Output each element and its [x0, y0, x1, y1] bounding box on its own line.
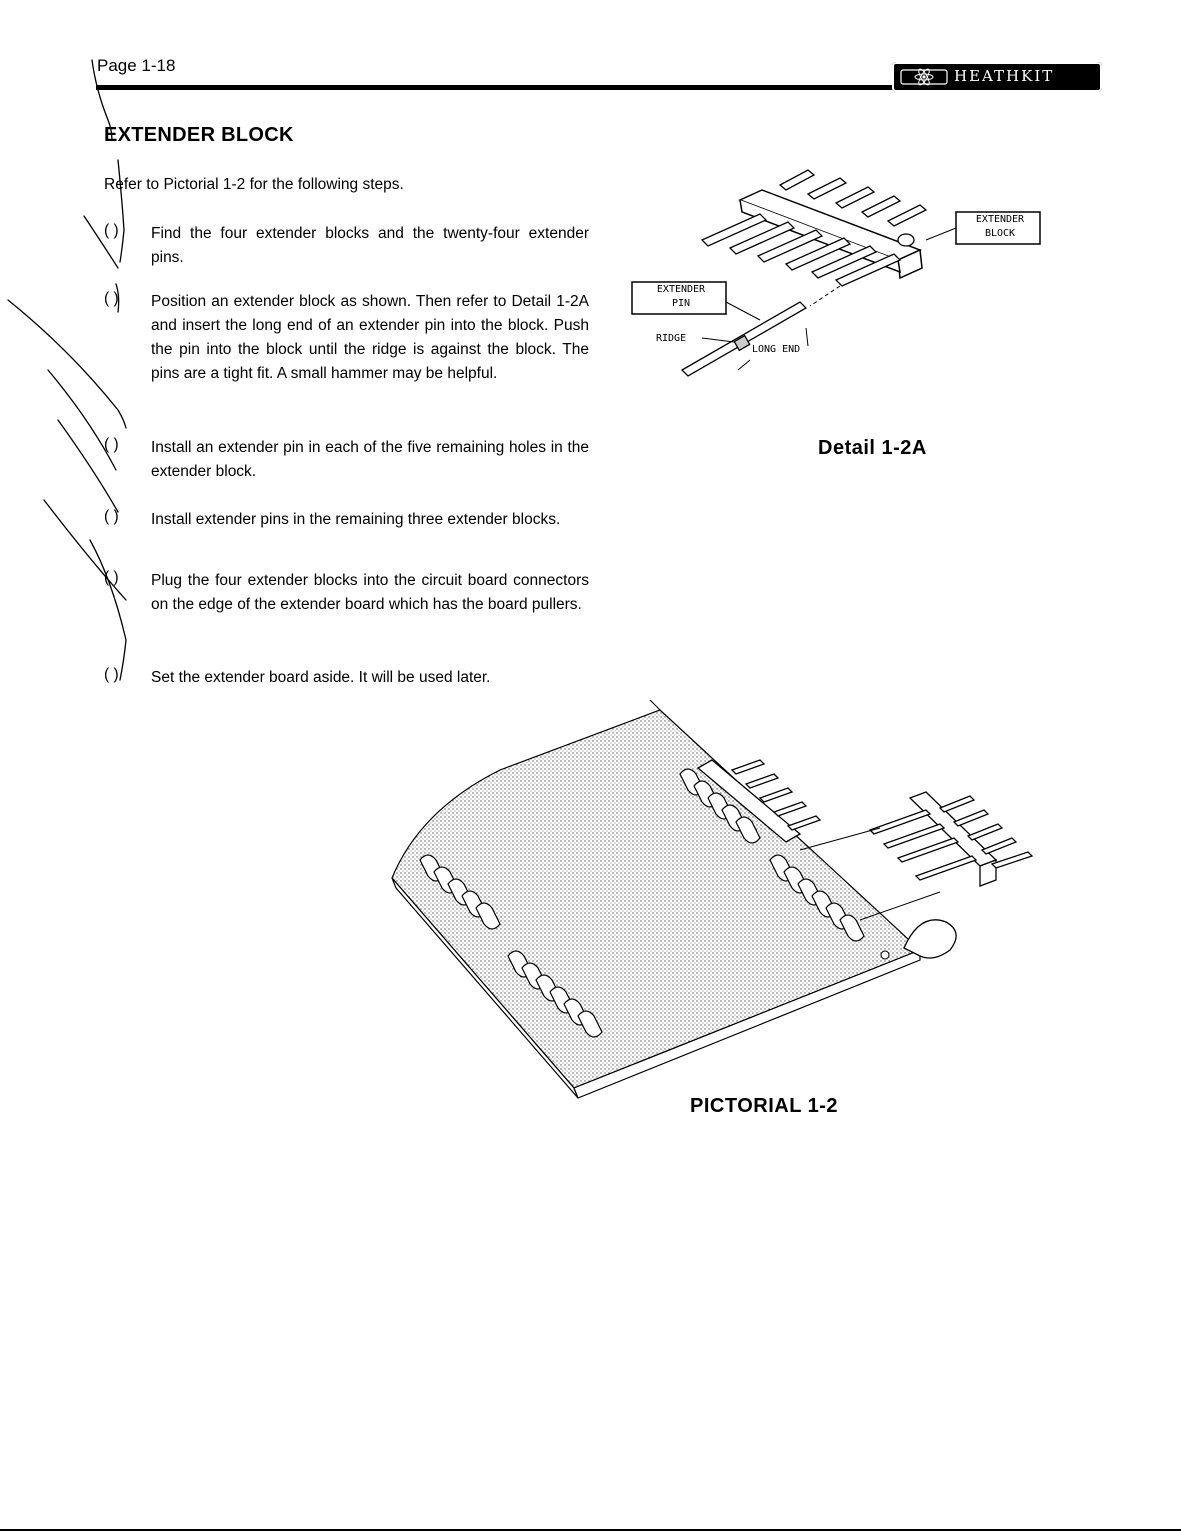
label-long-end: LONG END	[752, 344, 801, 355]
step-text: Plug the four extender blocks into the circuit board connectors on the edge of the extender board which has the board pullers.	[151, 572, 589, 613]
step-checkbox[interactable]: ( )	[104, 436, 119, 453]
section-title: EXTENDER BLOCK	[104, 124, 294, 146]
label-ridge: RIDGE	[656, 333, 687, 344]
step-checkbox[interactable]: ( )	[104, 290, 119, 307]
step-checkbox[interactable]: ( )	[104, 569, 119, 586]
step-text: Install extender pins in the remaining three extender blocks.	[151, 511, 561, 528]
page-bottom-edge	[0, 1529, 1181, 1531]
intro-text: Refer to Pictorial 1-2 for the following steps.	[104, 176, 404, 193]
detail-1-2a-illustration	[630, 160, 1050, 390]
step-text: Set the extender board aside. It will be used later.	[151, 669, 491, 686]
label-extender-pin-2: PIN	[671, 298, 691, 309]
atom-emblem-icon	[900, 68, 948, 86]
label-extender-pin-1: EXTENDER	[656, 284, 706, 295]
pictorial-1-2-illustration	[380, 700, 1060, 1100]
brand-name: HEATHKIT	[954, 67, 1055, 85]
label-extender-block-1: EXTENDER	[975, 214, 1025, 225]
step-text: Find the four extender blocks and the twenty-four extender pins.	[151, 225, 589, 266]
step-checkbox[interactable]: ( )	[104, 222, 119, 239]
step-text: Install an extender pin in each of the five remaining holes in the extender block.	[151, 439, 589, 480]
detail-title: Detail 1-2A	[818, 437, 927, 459]
heathkit-logo	[892, 62, 1102, 92]
step-text: Position an extender block as shown. Then refer to Detail 1-2A and insert the long end of an extender pin into the block. Push the pin into the block until the ridge is against the block. The pins are a tight fit. A small hammer may be helpful.	[151, 293, 589, 382]
handwritten-check-marks	[0, 0, 200, 700]
pictorial-title: PICTORIAL 1-2	[690, 1095, 839, 1117]
step-checkbox[interactable]: ( )	[104, 508, 119, 525]
page-number: Page 1-18	[97, 56, 176, 75]
label-extender-block-2: BLOCK	[984, 228, 1016, 239]
step-checkbox[interactable]: ( )	[104, 666, 119, 683]
